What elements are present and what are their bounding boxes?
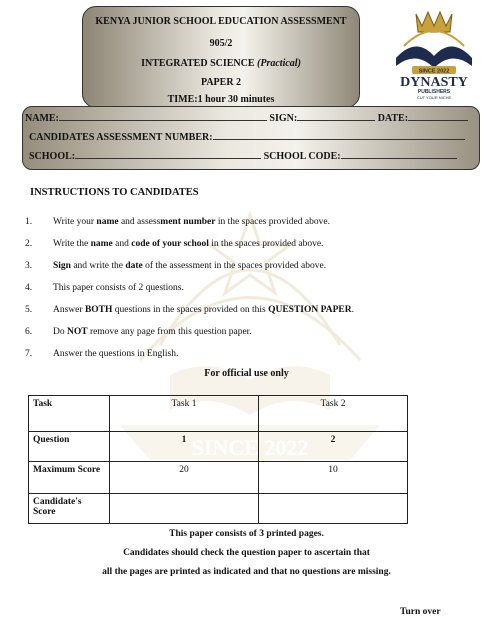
logo-sub: PUBLISHERS [417,89,451,95]
instruction-text [53,261,326,271]
instructions-title: INSTRUCTIONS TO CANDIDATES [30,187,199,198]
school-row: SCHOOL: SCHOOL CODE: [29,149,457,162]
score-cell: 1 [110,432,259,462]
instruction-fragment: Answer the questions in English. [53,349,179,359]
instruction-text [53,217,330,227]
instruction-fragment: and write the [70,261,126,271]
exam-header [82,6,360,108]
score-table-row [29,432,408,462]
date-field[interactable] [408,111,468,121]
instruction-emphasis: Sign [53,261,71,271]
score-row-label: Task [29,396,110,432]
exam-body: KENYA JUNIOR SCHOOL EDUCATION ASSESSMENT [95,16,347,27]
instruction-number: 3. [25,261,33,271]
official-use-label: For official use only [204,368,289,379]
instruction-text [53,327,252,337]
score-table-row [29,494,408,524]
score-cell[interactable] [110,494,259,524]
instruction-fragment: Answer [53,305,85,315]
missing-pages-note: all the pages are printed as indicated and that no questions are missing. [102,567,391,577]
score-row-label: Question [29,432,110,462]
logo-tagline: CUT YOUR NICHE [416,95,452,100]
score-cell: Task 2 [259,396,408,432]
instruction-emphasis: name [96,217,119,227]
instruction-emphasis: QUESTION PAPER [268,305,352,315]
dynasty-publishers-logo [386,6,482,102]
instruction-fragment: questions in the spaces provided on this [112,305,269,315]
watermark-text: SINCE 2022 [191,435,309,460]
score-table [28,395,408,524]
score-cell: Task 1 [110,396,259,432]
instruction-fragment: . [351,305,354,315]
instruction-fragment: in the spaces provided above. [215,217,330,227]
name-field[interactable] [59,111,267,121]
instruction-number: 1. [25,217,33,227]
school-field[interactable] [75,149,261,159]
instruction-number: 6. [25,327,33,337]
paper-code: 905/2 [209,38,233,49]
instruction-emphasis: code of your school [131,239,209,249]
score-row-label: Candidate's Score [29,494,110,524]
instruction-fragment: in the spaces provided above. [208,239,324,249]
school-code-field[interactable] [341,149,457,159]
instruction-emphasis: date [125,261,143,271]
assessment-number-row: CANDIDATES ASSESSMENT NUMBER: [29,130,465,143]
name-sign-date-row: NAME: SIGN: DATE: [25,111,468,124]
instruction-number: 5. [25,305,33,315]
instruction-emphasis: BOTH [84,305,113,315]
paper-number: PAPER 2 [200,77,242,88]
instruction-emphasis: name [90,239,113,249]
exam-time: TIME:1 hour 30 minutes [167,94,275,105]
instruction-fragment: and [112,239,132,249]
candidate-info-box [22,106,480,170]
instruction-text [53,305,354,315]
book-icon [396,46,472,68]
instruction-text [53,349,178,359]
instruction-text [53,283,184,293]
score-cell: 20 [110,462,259,494]
score-row-label: Maximum Score [29,462,110,494]
instruction-fragment: and assess [118,217,161,227]
instruction-text [53,239,323,249]
instruction-number: 4. [25,283,33,293]
instruction-fragment: Write the [53,239,91,249]
score-table-row [29,396,408,432]
printed-pages-note: This paper consists of 3 printed pages. [169,529,324,539]
score-table-row [29,462,408,494]
crown-icon [416,12,452,32]
instruction-number: 2. [25,239,33,249]
instruction-number: 7. [25,349,33,359]
instruction-emphasis: NOT [67,327,88,337]
score-cell[interactable] [259,494,408,524]
instruction-fragment: This paper consists of 2 questions. [53,283,184,293]
logo-name: DYNASTY [400,75,468,90]
instruction-fragment: remove any page from this question paper. [87,327,252,337]
check-pages-note: Candidates should check the question paper to ascertain that [123,548,370,558]
score-cell: 10 [259,462,408,494]
instruction-fragment: of the assessment in the spaces provided above. [142,261,327,271]
subject-title: INTEGRATED SCIENCE (Practical) [141,58,301,69]
score-cell: 2 [259,432,408,462]
turn-over-note: Turn over [400,607,441,617]
instruction-fragment: Do [53,327,67,337]
instruction-emphasis: ment number [160,217,216,227]
instruction-fragment: Write your [53,217,97,227]
assessment-number-field[interactable] [213,130,465,140]
logo-badge: SINCE 2022 [418,68,450,75]
sign-field[interactable] [297,111,375,121]
